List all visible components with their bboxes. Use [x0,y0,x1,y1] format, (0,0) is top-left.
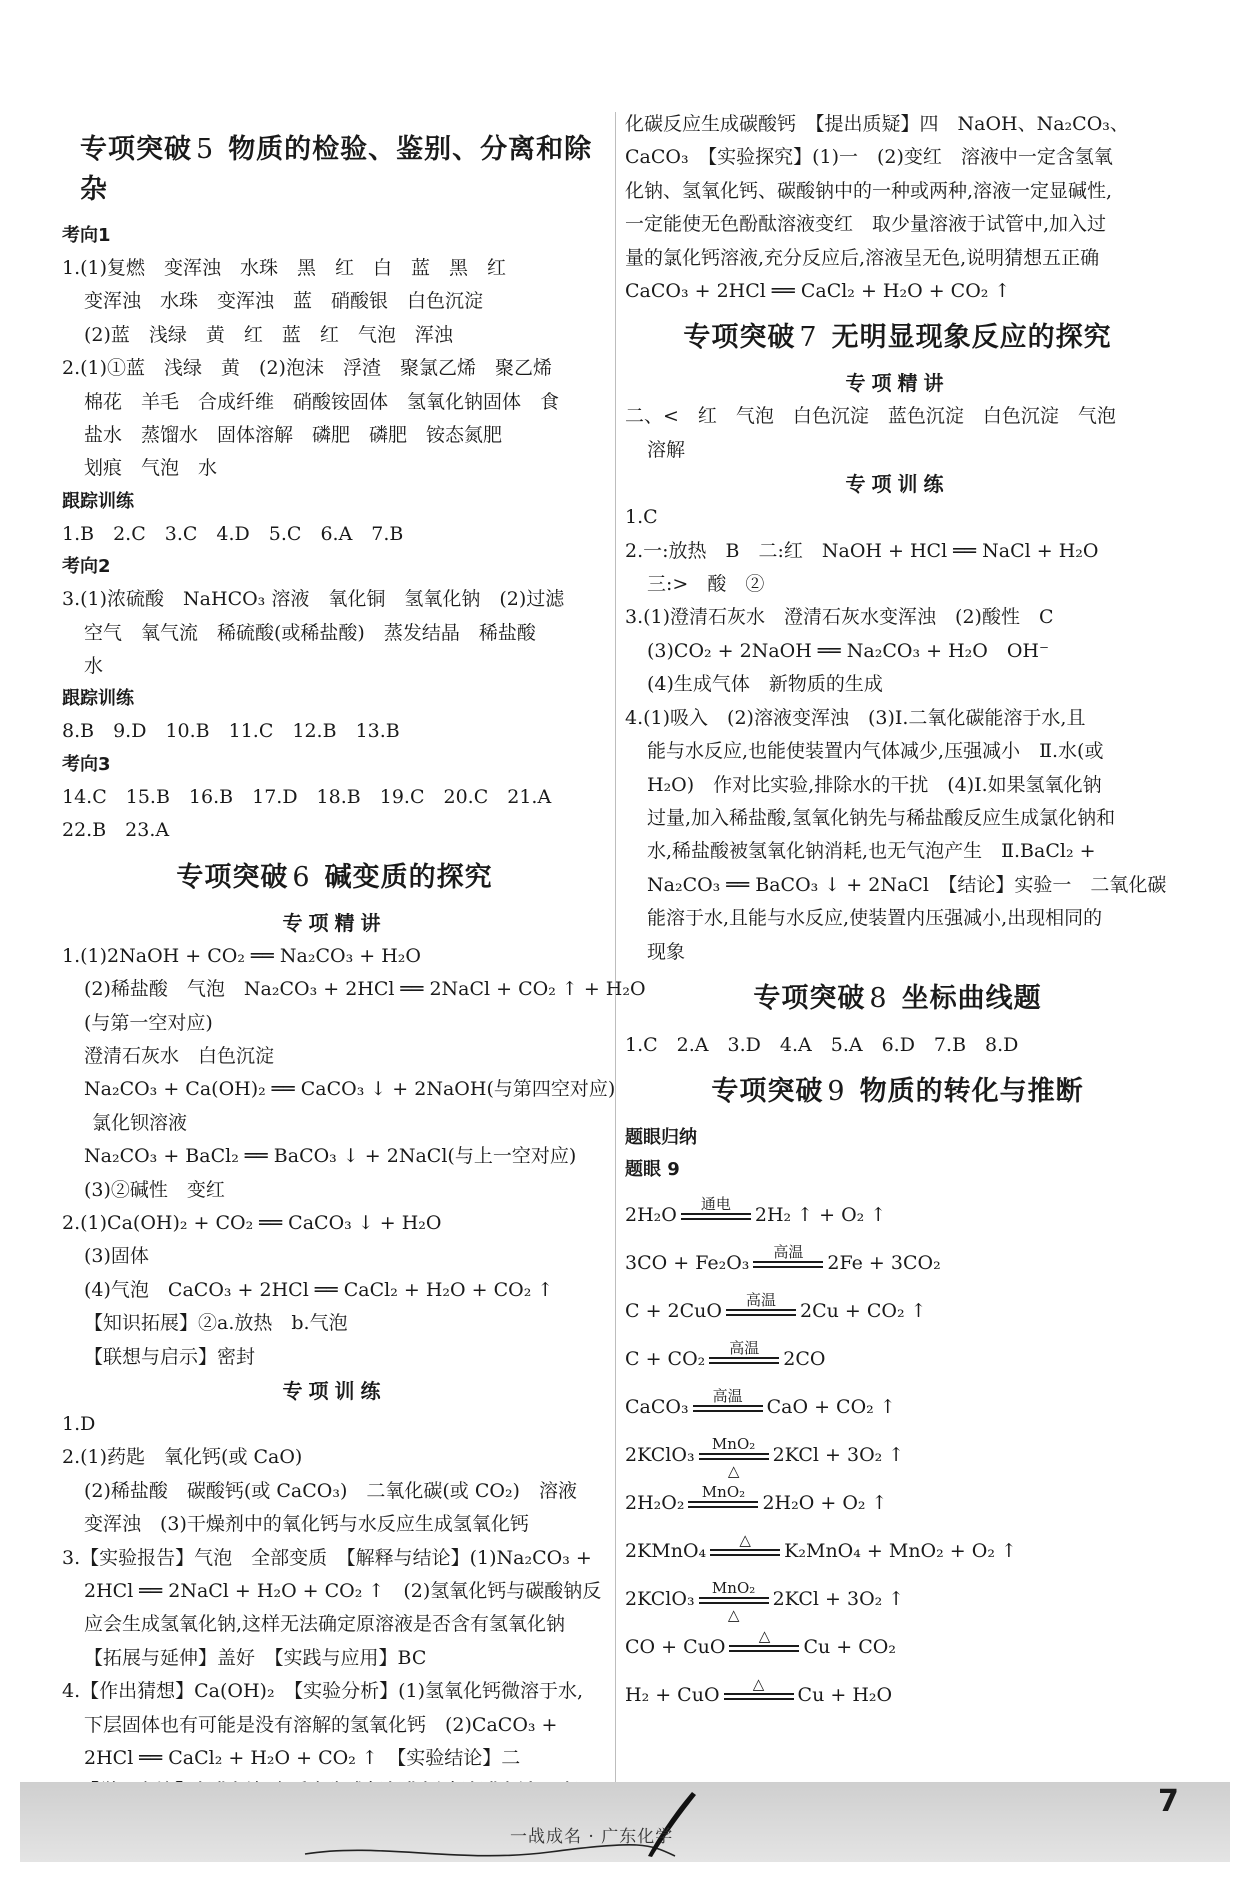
reactants: C + CO₂ [625,1348,706,1371]
reaction-arrow [726,1309,796,1316]
answer-line: 【拓展与延伸】盖好 【实践与应用】BC [84,1646,427,1669]
reaction-arrow [693,1405,763,1412]
answer-line: 22.B 23.A [62,819,170,842]
reactants: CO + CuO [625,1636,726,1659]
answer-line: 下层固体也有可能是没有溶解的氢氧化钙 (2)CaCO₃ + [84,1713,558,1736]
products: 2KCl + 3O₂ ↑ [772,1588,905,1611]
section-5-title [62,130,607,210]
reaction-arrow [724,1693,794,1700]
answer-line: 1.(1)2NaOH + CO₂ ══ Na₂CO₃ + H₂O [62,944,421,967]
products: 2H₂ ↑ + O₂ ↑ [754,1204,887,1227]
section-title-prefix: 专项突破 [80,134,192,165]
answer-line: Na₂CO₃ + Ca(OH)₂ ══ CaCO₃ ↓ + 2NaOH(与第四空对应) [84,1078,616,1101]
reactants: CaCO₃ [625,1396,689,1419]
answer-line: 水 [84,655,104,678]
answer-line: 量的氯化钙溶液,充分反应后,溶液呈无色,说明猜想五正确 [625,246,1100,269]
footer-book-title: 一战成名 · 广东化学 [510,1827,674,1847]
reaction-condition: MnO₂ [711,1579,756,1598]
reaction-condition: 高温 [773,1243,804,1262]
reaction-condition: 通电 [700,1195,731,1214]
reaction-arrow [729,1645,799,1652]
answer-line: 1.(1)复燃 变浑浊 水珠 黑 红 白 蓝 黑 红 [62,257,507,279]
reactants: H₂ + CuO [625,1684,720,1707]
page-number: 7 [1158,1784,1179,1819]
reaction-condition-below: △ [727,1462,740,1481]
answer-line: 3.【实验报告】气泡 全部变质 【解释与结论】(1)Na₂CO₃ + [62,1546,592,1569]
section-number: 7 [799,322,818,354]
answer-line: 化碳反应生成碳酸钙 【提出质疑】四 NaOH、Na₂CO₃、 [625,113,1129,135]
left-column [62,108,646,1809]
reaction-equation [625,1330,1170,1378]
products: 2KCl + 3O₂ ↑ [772,1444,905,1467]
reaction-arrow [699,1453,769,1460]
answer-line: 变浑浊 (3)干燥剂中的氧化钙与水反应生成氢氧化钙 [84,1513,529,1536]
answer-line: Na₂CO₃ + BaCl₂ ══ BaCO₃ ↓ + 2NaCl(与上一空对应) [84,1145,577,1168]
answer-line: 2.一:放热 B 二:红 NaOH + HCl ══ NaCl + H₂O [625,539,1099,562]
answer-line: 1.D [62,1412,96,1435]
reaction-arrow [681,1213,751,1220]
reactants: 2KMnO₄ [625,1540,707,1563]
answer-line: Na₂CO₃ ══ BaCO₃ ↓ + 2NaCl 【结论】实验一 二氧化碳 [647,873,1167,896]
answer-line: 氯化钡溶液 [92,1111,188,1134]
section-title-prefix: 专项突破 [683,322,796,354]
answer-line: 【知识拓展】②a.放热 b.气泡 [84,1312,348,1335]
reaction-equation [625,1234,1170,1282]
answer-line: 能与水反应,也能使装置内气体减少,压强减小 Ⅱ.水(或 [647,740,1104,763]
section-name: 物质的转化与推断 [859,1076,1084,1108]
reaction-condition: MnO₂ [711,1435,756,1454]
reaction-condition: 高温 [745,1291,776,1310]
answer-line: 1.C [625,506,658,529]
section-name: 碱变质的探究 [324,861,493,893]
products: CaO + CO₂ ↑ [766,1396,896,1419]
answer-line: 3.(1)浓硫酸 NaHCO₃ 溶液 氧化铜 氢氧化钠 (2)过滤 [62,588,565,611]
right-column [625,108,1170,1714]
tracking-training-label: 跟踪训练 [62,688,134,710]
answer-line: 应会生成氢氧化钠,这样无法确定原溶液是否含有氢氧化钠 [84,1613,566,1636]
reactants: 2H₂O [625,1204,677,1227]
products: K₂MnO₄ + MnO₂ + O₂ ↑ [784,1540,1017,1563]
answer-line: 棉花 羊毛 合成纤维 硝酸铵固体 氢氧化钠固体 食 [84,390,560,413]
section-6-title [62,858,607,898]
reaction-condition: MnO₂ [701,1483,746,1502]
reaction-equation-list [625,1186,1170,1714]
answer-line: 水,稀盐酸被氢氧化钠消耗,也无气泡产生 Ⅱ.BaCl₂ + [647,840,1096,863]
reaction-arrow [709,1357,779,1364]
answer-line: (3)固体 [84,1245,149,1268]
answer-line: (4)生成气体 新物质的生成 [647,673,883,696]
answer-line: (3)②碱性 变红 [84,1178,225,1201]
key-points-label: 题眼归纳 [625,1127,697,1149]
section-8-title [625,979,1170,1019]
products: 2Cu + CO₂ ↑ [799,1300,927,1323]
section-title-prefix: 专项突破 [753,982,866,1014]
section-7-title [625,318,1170,358]
products: Cu + H₂O [797,1684,893,1707]
reactants: C + 2CuO [625,1300,722,1323]
reaction-condition: △ [739,1531,751,1550]
answer-line: 变浑浊 水珠 变浑浊 蓝 硝酸银 白色沉淀 [84,290,484,313]
answer-line: 盐水 蒸馏水 固体溶解 磷肥 磷肥 铵态氮肥 [84,424,503,447]
answer-line: 3.(1)澄清石灰水 澄清石灰水变浑浊 (2)酸性 C [625,606,1054,629]
answer-line: (2)稀盐酸 碳酸钙(或 CaCO₃) 二氧化碳(或 CO₂) 溶液 [84,1479,577,1502]
answer-line: 2.(1)Ca(OH)₂ + CO₂ ══ CaCO₃ ↓ + H₂O [62,1211,442,1234]
answer-line: 能溶于水,且能与水反应,使装置内压强减小,出现相同的 [647,907,1103,930]
answer-line: 8.B 9.D 10.B 11.C 12.B 13.B [62,720,400,743]
answer-line: 二、< 红 气泡 白色沉淀 蓝色沉淀 白色沉淀 气泡 [625,405,1116,428]
direction-3-label: 考向3 [62,753,111,775]
answer-line: (4)气泡 CaCO₃ + 2HCl ══ CaCl₂ + H₂O + CO₂ ↑ [84,1278,554,1301]
section-name: 坐标曲线题 [901,982,1042,1014]
direction-1-label: 考向1 [62,225,111,246]
answer-line: 4.【作出猜想】Ca(OH)₂ 【实验分析】(1)氢氧化钙微溶于水, [62,1680,584,1703]
products: 2H₂O + O₂ ↑ [762,1492,888,1515]
section-number: 9 [827,1076,846,1108]
products: 2CO [783,1348,826,1371]
answer-line: (与第一空对应) [84,1011,213,1034]
answer-line: 2HCl ══ CaCl₂ + H₂O + CO₂ ↑ 【实验结论】二 [84,1747,521,1770]
reactants: 2H₂O₂ [625,1492,685,1515]
answer-line: 化钠、氢氧化钙、碳酸钠中的一种或两种,溶液一定显碱性, [625,179,1113,202]
section-number: 6 [292,861,311,893]
reactants: 2KClO₃ [625,1444,695,1467]
answer-line: 澄清石灰水 白色沉淀 [84,1044,275,1067]
reaction-equation [625,1666,1170,1714]
reaction-arrow [753,1261,823,1268]
section-9-title [625,1072,1170,1112]
answer-line: (2)稀盐酸 气泡 Na₂CO₃ + 2HCl ══ 2NaCl + CO₂ ↑ + H₂O [84,978,646,1001]
answer-line: 4.(1)吸入 (2)溶液变浑浊 (3)Ⅰ.二氧化碳能溶于水,且 [625,706,1086,729]
answer-line: 1.C 2.A 3.D 4.A 5.A 6.D 7.B 8.D [625,1033,1019,1056]
reaction-equation [625,1282,1170,1330]
answer-line: 2.(1)药匙 氧化钙(或 CaO) [62,1446,303,1469]
reactants: 2KClO₃ [625,1588,695,1611]
answer-line: 三:> 酸 ② [647,573,765,596]
focused-training-heading: 专项训练 [282,1378,387,1403]
reaction-arrow [688,1501,758,1508]
tracking-training-label: 跟踪训练 [62,490,134,512]
section-title-prefix: 专项突破 [176,861,289,893]
section-name: 无明显现象反应的探究 [831,322,1112,354]
focused-lecture-heading: 专项精讲 [282,910,387,935]
reaction-condition: △ [752,1675,765,1694]
answer-line: 2.(1)①蓝 浅绿 黄 (2)泡沫 浮渣 聚氯乙烯 聚乙烯 [62,357,552,380]
products: Cu + CO₂ [803,1636,896,1659]
reaction-condition: △ [758,1627,771,1646]
reaction-arrow [699,1597,769,1604]
answer-line: 过量,加入稀盐酸,氢氧化钠先与稀盐酸反应生成氯化钠和 [647,806,1116,829]
answer-line: CaCO₃ 【实验探究】(1)一 (2)变红 溶液中一定含氢氧 [625,146,1113,169]
answer-line: 空气 氧气流 稀硫酸(或稀盐酸) 蒸发结晶 稀盐酸 [84,621,536,644]
section-number: 8 [869,982,888,1014]
answer-line: CaCO₃ + 2HCl ══ CaCl₂ + H₂O + CO₂ ↑ [625,280,1011,303]
focused-training-heading: 专项训练 [845,472,950,497]
answer-line: 现象 [647,940,686,963]
section-number: 5 [196,134,215,165]
reaction-condition: 高温 [729,1339,760,1358]
reaction-equation [625,1474,1170,1522]
reaction-condition-below: △ [727,1606,740,1625]
reaction-arrow [710,1549,780,1556]
reaction-equation [625,1426,1170,1481]
column-divider [615,112,616,1782]
answer-line: 划痕 气泡 水 [84,457,218,480]
answer-line: (2)蓝 浅绿 黄 红 蓝 红 气泡 浑浊 [84,323,453,346]
answer-line: H₂O) 作对比实验,排除水的干扰 (4)Ⅰ.如果氢氧化钠 [647,773,1102,796]
direction-2-label: 考向2 [62,556,111,578]
reaction-condition: 高温 [712,1387,743,1406]
answer-line: 【联想与启示】密封 [84,1345,256,1368]
reaction-equation [625,1522,1170,1570]
answer-line: (3)CO₂ + 2NaOH ══ Na₂CO₃ + H₂O OH⁻ [647,639,1050,662]
focused-lecture-heading: 专项精讲 [845,371,950,396]
answer-line: 14.C 15.B 16.B 17.D 18.B 19.C 20.C 21.A [62,785,552,808]
answer-line: 溶解 [647,438,686,461]
reaction-equation [625,1378,1170,1426]
reaction-equation [625,1570,1170,1625]
answer-line: 1.B 2.C 3.C 4.D 5.C 6.A 7.B [62,522,404,545]
answer-line: 2HCl ══ 2NaCl + H₂O + CO₂ ↑ (2)氢氧化钙与碳酸钠反 [84,1580,602,1602]
reaction-equation [625,1186,1170,1234]
products: 2Fe + 3CO₂ [827,1252,941,1275]
reactants: 3CO + Fe₂O₃ [625,1252,750,1275]
section-title-prefix: 专项突破 [711,1076,824,1108]
key-point-9-label: 题眼 9 [625,1159,680,1181]
reaction-equation [625,1618,1170,1666]
answer-line: 一定能使无色酚酞溶液变红 取少量溶液于试管中,加入过 [625,213,1107,236]
section-name: 物质的检验、鉴别、分离和除杂 [80,134,593,205]
